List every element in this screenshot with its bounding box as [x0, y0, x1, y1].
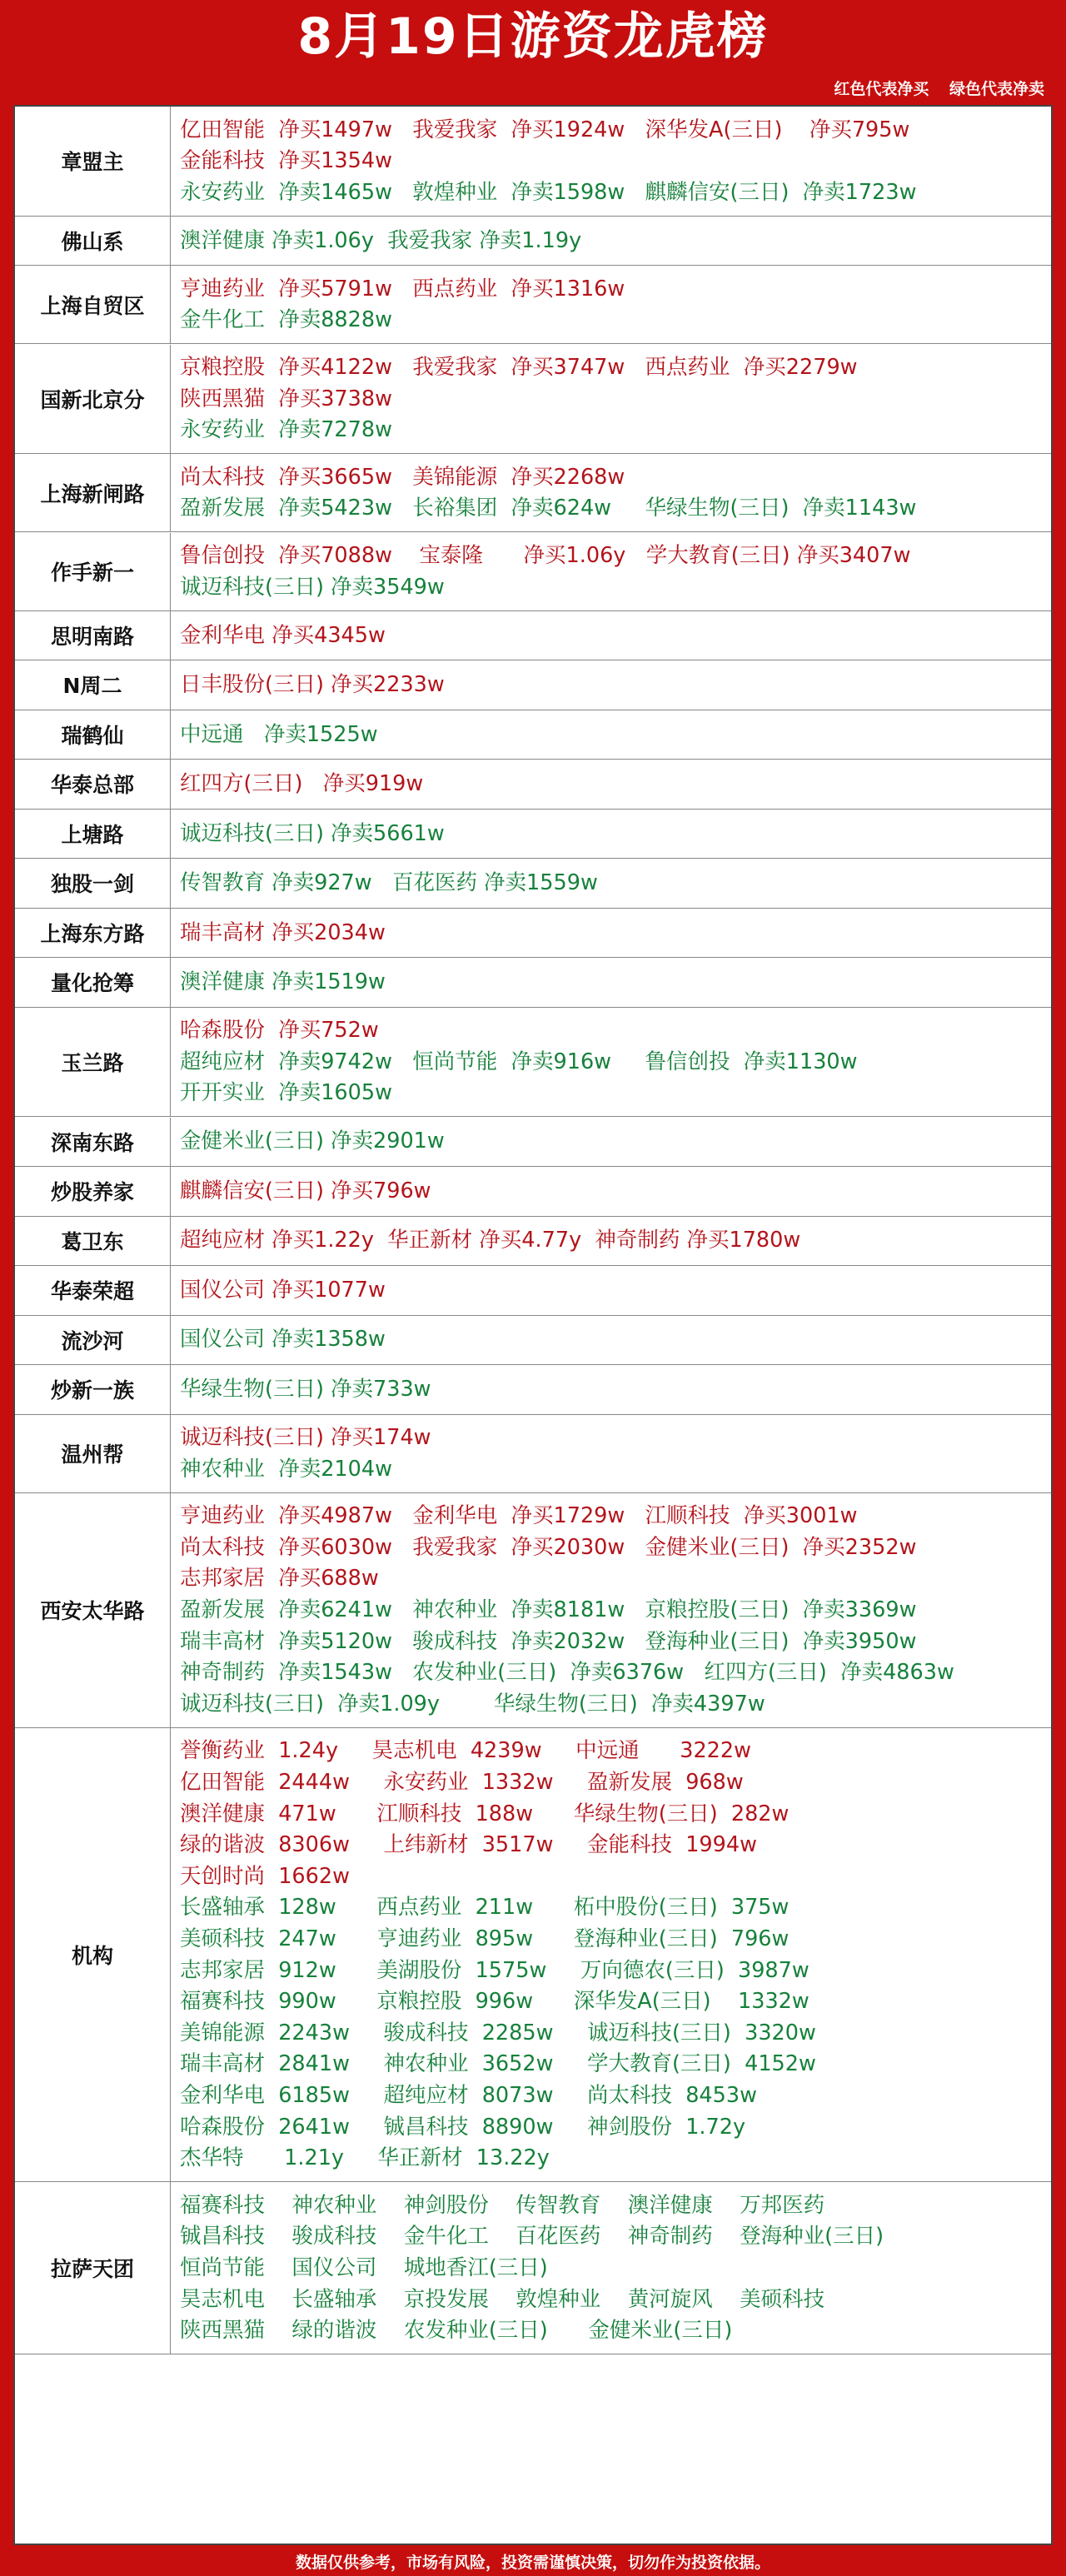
- table-row: [15, 266, 1051, 344]
- trade-list: [180, 1225, 1043, 1257]
- net-buy-line: 天创时尚 1662w: [180, 1863, 350, 1889]
- trader-name: 瑞鹤仙: [15, 710, 171, 760]
- trader-name: 玉兰路: [15, 1008, 171, 1117]
- trader-name: 深南东路: [15, 1118, 171, 1167]
- net-sell-line: 杰华特 1.21y 华正新材 13.22y: [180, 2145, 550, 2171]
- trade-list: [180, 1015, 1043, 1109]
- trader-name: 国新北京分: [15, 345, 171, 454]
- legend-buy: 红色代表净买: [834, 80, 929, 98]
- net-buy-line: 亨迪药业 净买5791w 西点药业 净买1316w: [180, 276, 625, 301]
- table-row: [15, 345, 1051, 455]
- net-buy-line: 亿田智能 2444w 永安药业 1332w 盈新发展 968w: [180, 1769, 744, 1795]
- table-row: [15, 1118, 1051, 1168]
- trade-list: [180, 352, 1043, 446]
- trade-list: [180, 918, 1043, 949]
- net-buy-line: 瑞丰高材 净买2034w: [180, 919, 386, 945]
- net-sell-line: 超纯应材 净卖9742w 恒尚节能 净卖916w 鲁信创投 净卖1130w: [180, 1049, 858, 1074]
- net-sell-line: 神奇制药 净卖1543w 农发种业(三日) 净卖6376w 红四方(三日) 净卖4863w: [180, 1660, 954, 1686]
- net-buy-line: 国仪公司 净买1077w: [180, 1277, 386, 1303]
- net-buy-line: 鲁信创投 净买7088w 宝泰隆 净买1.06y 学大教育(三日) 净买3407w: [180, 543, 911, 568]
- net-buy-line: 亿田智能 净买1497w 我爱我家 净买1924w 深华发A(三日) 净买795w: [180, 117, 910, 142]
- trader-name: 炒新一族: [15, 1365, 171, 1414]
- net-buy-line: 金利华电 净买4345w: [180, 622, 386, 648]
- net-sell-line: 福赛科技 神农种业 神剑股份 传智教育 澳洋健康 万邦医药: [180, 2192, 825, 2218]
- table-row: [15, 217, 1051, 267]
- table-row: [15, 454, 1051, 532]
- dragon-tiger-table: [13, 105, 1053, 2545]
- net-sell-line: 中远通 净卖1525w: [180, 721, 378, 747]
- trade-list: [180, 819, 1043, 850]
- net-sell-line: 永安药业 净卖1465w 敦煌种业 净卖1598w 麒麟信安(三日) 净卖1723w: [180, 179, 917, 205]
- table-row: [15, 958, 1051, 1008]
- table-row: [15, 859, 1051, 909]
- trader-name: 流沙河: [15, 1316, 171, 1365]
- trader-name: 佛山系: [15, 217, 171, 266]
- net-sell-line: 美锦能源 2243w 骏成科技 2285w 诚迈科技(三日) 3320w: [180, 2020, 816, 2045]
- trader-name: 葛卫东: [15, 1217, 171, 1266]
- net-buy-line: 麒麟信安(三日) 净买796w: [180, 1178, 431, 1203]
- table-row: [15, 1415, 1051, 1493]
- trade-list: [180, 541, 1043, 603]
- net-buy-line: 澳洋健康 471w 江顺科技 188w 华绿生物(三日) 282w: [180, 1801, 790, 1826]
- disclaimer: 数据仅供参考，市场有风险，投资需谨慎决策，切勿作为投资依据。: [295, 2554, 770, 2572]
- trade-list: [180, 868, 1043, 899]
- net-sell-line: 金健米业(三日) 净卖2901w: [180, 1129, 445, 1154]
- trade-list: [180, 462, 1043, 525]
- trade-list: [180, 226, 1043, 257]
- net-sell-line: 开开实业 净卖1605w: [180, 1080, 392, 1106]
- net-sell-line: 神农种业 净卖2104w: [180, 1456, 392, 1482]
- trade-list: [180, 1324, 1043, 1356]
- table-row: [15, 533, 1051, 611]
- table-row: [15, 1217, 1051, 1267]
- trader-name: 拉萨天团: [15, 2182, 171, 2354]
- table-row: [15, 2182, 1051, 2354]
- net-buy-line: 尚太科技 净买3665w 美锦能源 净买2268w: [180, 464, 625, 490]
- trader-name: 量化抢筹: [15, 958, 171, 1007]
- trader-name: 章盟主: [15, 107, 171, 216]
- net-sell-line: 昊志机电 长盛轴承 京投发展 敦煌种业 黄河旋风 美硕科技: [180, 2286, 825, 2312]
- net-buy-line: 志邦家居 净买688w: [180, 1566, 379, 1592]
- trade-list: [180, 1275, 1043, 1307]
- net-sell-line: 澳洋健康 净卖1.06y 我爱我家 净卖1.19y: [180, 227, 582, 253]
- net-buy-line: 日丰股份(三日) 净买2233w: [180, 672, 445, 698]
- net-buy-line: 陕西黑猫 净买3738w: [180, 386, 392, 411]
- trader-name: 作手新一: [15, 533, 171, 610]
- table-row: [15, 1728, 1051, 2182]
- net-buy-line: 绿的谐波 8306w 上纬新材 3517w 金能科技 1994w: [180, 1832, 757, 1858]
- net-sell-line: 福赛科技 990w 京粮控股 996w 深华发A(三日) 1332w: [180, 1989, 809, 2015]
- table-row: [15, 1316, 1051, 1366]
- table-row: [15, 760, 1051, 810]
- net-sell-line: 金利华电 6185w 超纯应材 8073w 尚太科技 8453w: [180, 2082, 757, 2108]
- net-buy-line: 红四方(三日) 净买919w: [180, 771, 424, 797]
- trade-list: [180, 1736, 1043, 2174]
- net-buy-line: 京粮控股 净买4122w 我爱我家 净买3747w 西点药业 净买2279w: [180, 355, 858, 380]
- table-row: [15, 710, 1051, 760]
- net-sell-line: 诚迈科技(三日) 净卖1.09y 华绿生物(三日) 净卖4397w: [180, 1691, 765, 1717]
- net-buy-line: 哈森股份 净买752w: [180, 1018, 379, 1044]
- trade-list: [180, 115, 1043, 209]
- page-title: 8月19日游资龙虎榜: [297, 7, 769, 66]
- net-sell-line: 铖昌科技 骏成科技 金牛化工 百花医药 神奇制药 登海种业(三日): [180, 2224, 884, 2250]
- table-row: [15, 1493, 1051, 1728]
- net-sell-line: 陕西黑猫 绿的谐波 农发种业(三日) 金健米业(三日): [180, 2318, 733, 2344]
- net-sell-line: 华绿生物(三日) 净卖733w: [180, 1376, 431, 1402]
- net-sell-line: 国仪公司 净卖1358w: [180, 1327, 386, 1353]
- trade-list: [180, 769, 1043, 800]
- trader-name: 思明南路: [15, 611, 171, 660]
- trader-name: 上塘路: [15, 810, 171, 859]
- net-sell-line: 盈新发展 净卖6241w 神农种业 净卖8181w 京粮控股(三日) 净卖3369w: [180, 1597, 917, 1622]
- net-sell-line: 诚迈科技(三日) 净卖3549w: [180, 574, 445, 600]
- net-buy-line: 亨迪药业 净买4987w 金利华电 净买1729w 江顺科技 净买3001w: [180, 1503, 858, 1529]
- trader-name: 华泰总部: [15, 760, 171, 809]
- trader-name: 华泰荣超: [15, 1266, 171, 1315]
- trader-name: 上海东方路: [15, 909, 171, 958]
- trade-list: [180, 2190, 1043, 2347]
- table-row: [15, 810, 1051, 859]
- trade-list: [180, 274, 1043, 336]
- net-buy-line: 诚迈科技(三日) 净买174w: [180, 1425, 431, 1450]
- table-row: [15, 1167, 1051, 1217]
- trader-name: 机构: [15, 1728, 171, 2181]
- net-sell-line: 瑞丰高材 净卖5120w 骏成科技 净卖2032w 登海种业(三日) 净卖3950w: [180, 1628, 917, 1654]
- table-row: [15, 1266, 1051, 1316]
- legend: [819, 77, 1044, 99]
- trade-list: [180, 720, 1043, 751]
- table-row: [15, 909, 1051, 959]
- trade-list: [180, 670, 1043, 701]
- net-sell-line: 盈新发展 净卖5423w 长裕集团 净卖624w 华绿生物(三日) 净卖1143w: [180, 496, 917, 521]
- net-sell-line: 美硕科技 247w 亨迪药业 895w 登海种业(三日) 796w: [180, 1926, 790, 1951]
- net-buy-line: 誉衡药业 1.24y 昊志机电 4239w 中远通 3222w: [180, 1738, 751, 1764]
- net-sell-line: 恒尚节能 国仪公司 城地香江(三日): [180, 2255, 548, 2280]
- header: [0, 0, 1066, 108]
- trader-name: 炒股养家: [15, 1167, 171, 1216]
- net-sell-line: 长盛轴承 128w 西点药业 211w 柘中股份(三日) 375w: [180, 1895, 790, 1921]
- trade-list: [180, 1126, 1043, 1158]
- trade-list: [180, 1374, 1043, 1406]
- trader-name: 上海自贸区: [15, 266, 171, 343]
- table-row: [15, 611, 1051, 661]
- net-sell-line: 志邦家居 912w 美湖股份 1575w 万向德农(三日) 3987w: [180, 1957, 809, 1983]
- table-row: [15, 1365, 1051, 1415]
- trade-list: [180, 1501, 1043, 1720]
- table-row: [15, 107, 1051, 217]
- trade-list: [180, 1176, 1043, 1208]
- net-sell-line: 诚迈科技(三日) 净卖5661w: [180, 820, 445, 846]
- net-buy-line: 金能科技 净买1354w: [180, 148, 392, 174]
- table-row: [15, 1008, 1051, 1118]
- table-row: [15, 660, 1051, 710]
- trade-list: [180, 1423, 1043, 1485]
- legend-sell: 绿色代表净卖: [949, 80, 1044, 98]
- net-sell-line: 金牛化工 净卖8828w: [180, 307, 392, 333]
- net-sell-line: 哈森股份 2641w 铖昌科技 8890w 神剑股份 1.72y: [180, 2114, 746, 2140]
- net-sell-line: 澳洋健康 净卖1519w: [180, 969, 386, 995]
- trade-list: [180, 967, 1043, 999]
- net-buy-line: 尚太科技 净买6030w 我爱我家 净买2030w 金健米业(三日) 净买2352w: [180, 1534, 917, 1560]
- net-sell-line: 传智教育 净卖927w 百花医药 净卖1559w: [180, 870, 598, 896]
- trader-name: 上海新闸路: [15, 454, 171, 531]
- trader-name: N周二: [15, 660, 171, 710]
- net-sell-line: 瑞丰高材 2841w 神农种业 3652w 学大教育(三日) 4152w: [180, 2051, 816, 2077]
- net-sell-line: 永安药业 净卖7278w: [180, 417, 392, 443]
- trade-list: [180, 620, 1043, 652]
- trader-name: 温州帮: [15, 1415, 171, 1492]
- net-buy-line: 超纯应材 净买1.22y 华正新材 净买4.77y 神奇制药 净买1780w: [180, 1228, 801, 1253]
- trader-name: 西安太华路: [15, 1493, 171, 1727]
- trader-name: 独股一剑: [15, 859, 171, 908]
